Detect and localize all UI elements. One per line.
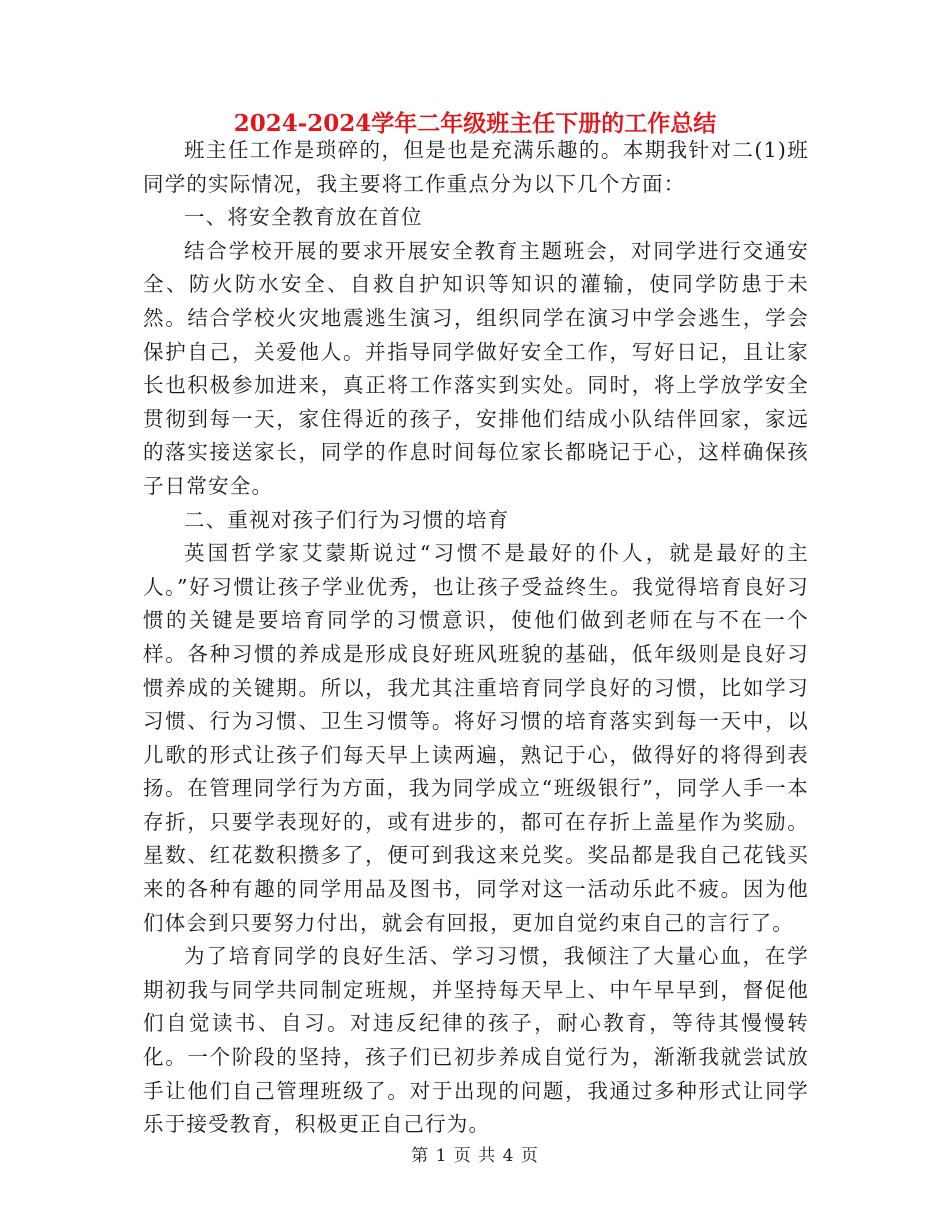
paragraph-safety: 结合学校开展的要求开展安全教育主题班会，对同学进行交通安全、防火防水安全、自救自护知识等知识的灌输，使同学防患于未然。结合学校火灾地震逃生演习，组织同学在演习中学会逃生，学会保护自己，关爱他人。并指导同学做好安全工作，写好日记，且让家长也积极参加进来，真正将工作落实到实处。同时，将上学放学安全贯彻到每一天，家住得近的孩子，安排他们结成小队结伴回家，家远的落实接送家长，同学的作息时间每位家长都晓记于心，这样确保孩子日常安全。 <box>143 238 809 498</box>
section-heading-habits: 二、重视对孩子们行为习惯的培育 <box>184 507 510 532</box>
section-heading-safety: 一、将安全教育放在首位 <box>184 205 423 230</box>
paragraph-habits: 英国哲学家艾蒙斯说过“习惯不是最好的仆人，就是最好的主人。”好习惯让孩子学业优秀，也让孩子受益终生。我觉得培育良好习惯的关键是要培育同学的习惯意识，使他们做到老师在与不在一个样。各种习惯的养成是形成良好班风班貌的基础，低年级则是良好习惯养成的关键期。所以，我尤其注重培育同学良好的习惯，比如学习习惯、行为习惯、卫生习惯等。将好习惯的培育落实到每一天中，以儿歌的形式让孩子们每天早上读两遍，熟记于心，做得好的将得到表扬。在管理同学行为方面，我为同学成立“班级银行”，同学人手一本存折，只要学表现好的，或有进步的，都可在存折上盖星作为奖励。星数、红花数积攒多了，便可到我这来兑奖。奖品都是我自己花钱买来的各种有趣的同学用品及图书，同学对这一活动乐此不疲。因为他们体会到只要努力付出，就会有回报，更加自觉约束自己的言行了。 <box>143 541 809 935</box>
paragraph-intro: 班主任工作是琐碎的，但是也是充满乐趣的。本期我针对二(1)班同学的实际情况，我主要将工作重点分为以下几个方面： <box>143 138 809 196</box>
page-number-footer: 第 1 页 共 4 页 <box>411 1146 539 1166</box>
paragraph-class-rules: 为了培育同学的良好生活、学习习惯，我倾注了大量心血，在学期初我与同学共同制定班规，并坚持每天早上、中午早早到，督促他们自觉读书、自习。对违反纪律的孩子，耐心教育，等待其慢慢转化。一个阶段的坚持，孩子们已初步养成自觉行为，渐渐我就尝试放手让他们自己管理班级了。对于出现的问题，我通过多种形式让同学乐于接受教育，积极更正自己行为。 <box>143 944 809 1137</box>
document-body <box>143 134 809 1142</box>
document-title: 2024-2024学年二年级班主任下册的工作总结 <box>233 110 717 137</box>
